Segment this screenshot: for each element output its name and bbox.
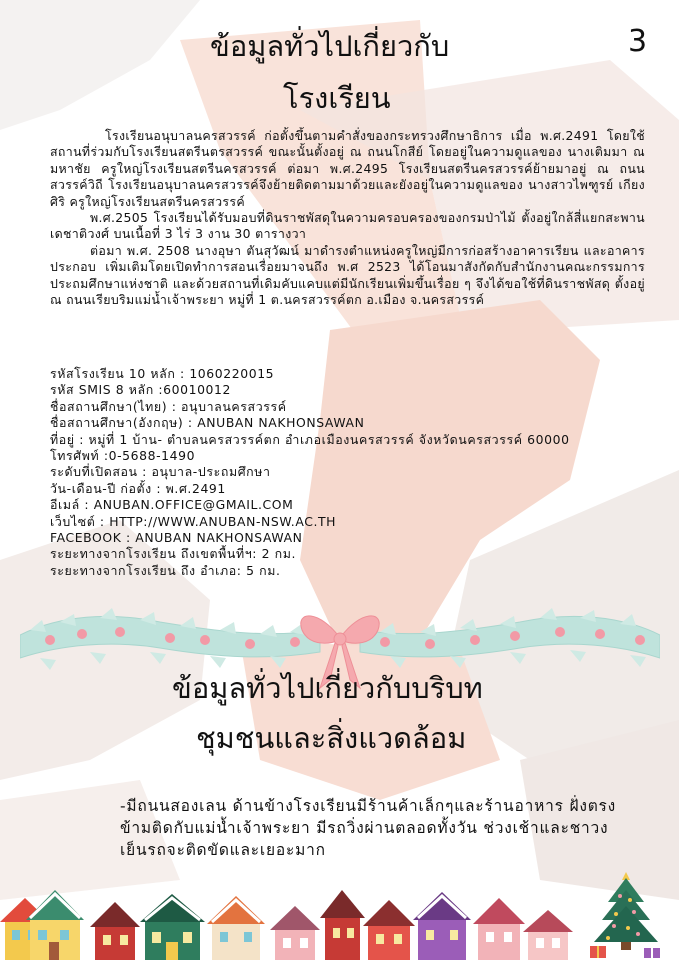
school-website: เว็บไซต์ : HTTP://WWW.ANUBAN-NSW.AC.TH <box>50 513 337 529</box>
page-number: 3 <box>628 24 648 59</box>
tree-decoration <box>586 868 666 964</box>
community-title-line1: ข้อมูลทั่วไปเกี่ยวกับบริบท <box>172 671 483 705</box>
school-facebook: FACEBOOK : ANUBAN NAKHONSAWAN <box>50 530 303 546</box>
houses-decoration <box>0 880 600 964</box>
history-paragraph-3: ต่อมา พ.ศ. 2508 นางอุษา ตันสุวัฒน์ มาดำรงตำแหน่งครูใหญ่มีการก่อสร้างอาคารเรียน และอาคารประกอบ เพิ่มเติมโดยเปิดทำการสอนเรื่อยมาจนถึง พ.ศ 2523 ได้โอนมาสังกัดกับสำนักงานคณะกรรมการประถมศึกษาแห่งชาติ และด้วยสถานที่เดิมคับแคบแต่มีนักเรียนเพิ่มขึ้นเรื่อย ๆ จึงได้ขอใช้ที่ดินราชพัสดุ ตั้งอยู่ ณ ถนนเรียบริมแม่น้ำเจ้าพระยา หมู่ที่ 1 ต.นครสวรรค์ตก อ.เมือง จ.นครสวรรค์ <box>50 242 645 308</box>
distance-to-district: ระยะทางจากโรงเรียน ถึง อำเภอ: 5 กม. <box>50 562 281 578</box>
distance-to-area: ระยะทางจากโรงเรียน ถึงเขตพื้นที่ฯ: 2 กม. <box>50 546 297 562</box>
school-info-title-line1: ข้อมูลทั่วไปเกี่ยวกับ <box>210 29 450 63</box>
school-info-title-line2: โรงเรียน <box>283 81 391 115</box>
history-paragraph-1: โรงเรียนอนุบาลนครสวรรค์ ก่อตั้งขึ้นตามคำสั่งของกระทรวงศึกษาธิการ เมื่อ พ.ศ.2491 โดยใช้สถานที่ร่วมกับโรงเรียนสตรีนตรสวรรค์ ขณะนั้นตั้งอยู่ ณ ถนนโกสีย์ โดยอยู่ในความดูแลของ นางเติมมา ณ มหาชัย ครูใหญ่โรงเรียนสตรีนครสวรรค์ ต่อมา พ.ศ.2495 โรงเรียนสตรีนครสวรรค์ย้ายมาอยู่ ณ ถนนสวรรค์วิถี โรงเรียนอนุบาลนครสวรรค์จึงย้ายติดตามมาด้วยและยังอยู่ในความดูแลของ นางสาวไพฑูรย์ เกียงศิริ ครูใหญ่โรงเรียนสตรีนครสวรรค์ <box>50 128 645 209</box>
school-email: อีเมล์ : ANUBAN.OFFICE@GMAIL.COM <box>50 497 294 513</box>
school-code: รหัสโรงเรียน 10 หลัก : 1060220015 <box>50 366 275 381</box>
school-address: ที่อยู่ : หมู่ที่ 1 บ้าน- ตำบลนครสวรรค์ตก อำเภอเมืองนครสวรรค์ จังหวัดนครสวรรค์ 60000 <box>50 431 570 447</box>
community-description: -มีถนนสองเลน ด้านข้างโรงเรียนมีร้านค้าเล็กๆและร้านอาหาร ฝั่งตรงข้ามติดกับแม่น้ำเจ้าพระยา มีรถวิ่งผ่านตลอดทั้งวัน ช่วงเช้าและชาวงเย็นรถจะติดขัดและเยอะมาก <box>120 797 617 859</box>
smis-code: รหัส SMIS 8 หลัก :60010012 <box>50 382 232 398</box>
christmas-tree-icon <box>586 868 666 960</box>
school-founded: วัน-เดือน-ปี ก่อตั้ง : พ.ศ.2491 <box>50 480 226 496</box>
school-level: ระดับที่เปิดสอน : อนุบาล-ประถมศึกษา <box>50 464 271 480</box>
school-history <box>50 128 645 308</box>
history-paragraph-2: พ.ศ.2505 โรงเรียนได้รับมอบที่ดินราชพัสดุในความครอบครองของกรมป่าไม้ ตั้งอยู่ใกล้สี่แยกสะพานเดชาติวงศ์ บนเนื้อที่ 3 ไร่ 3 งาน 30 ตารางวา <box>50 210 645 242</box>
christmas-houses-icon <box>0 880 600 960</box>
school-phone: โทรศัพท์ :0-5688-1490 <box>50 448 196 464</box>
school-name-english: ชื่อสถานศึกษา(อังกฤษ) : ANUBAN NAKHONSAWAN <box>50 415 365 431</box>
school-info-list <box>50 366 640 579</box>
community-title-line2: ชุมชนและสิ่งแวดล้อม <box>196 721 467 755</box>
school-name-thai: ชื่อสถานศึกษา(ไทย) : อนุบาลนครสวรรค์ <box>50 398 287 414</box>
